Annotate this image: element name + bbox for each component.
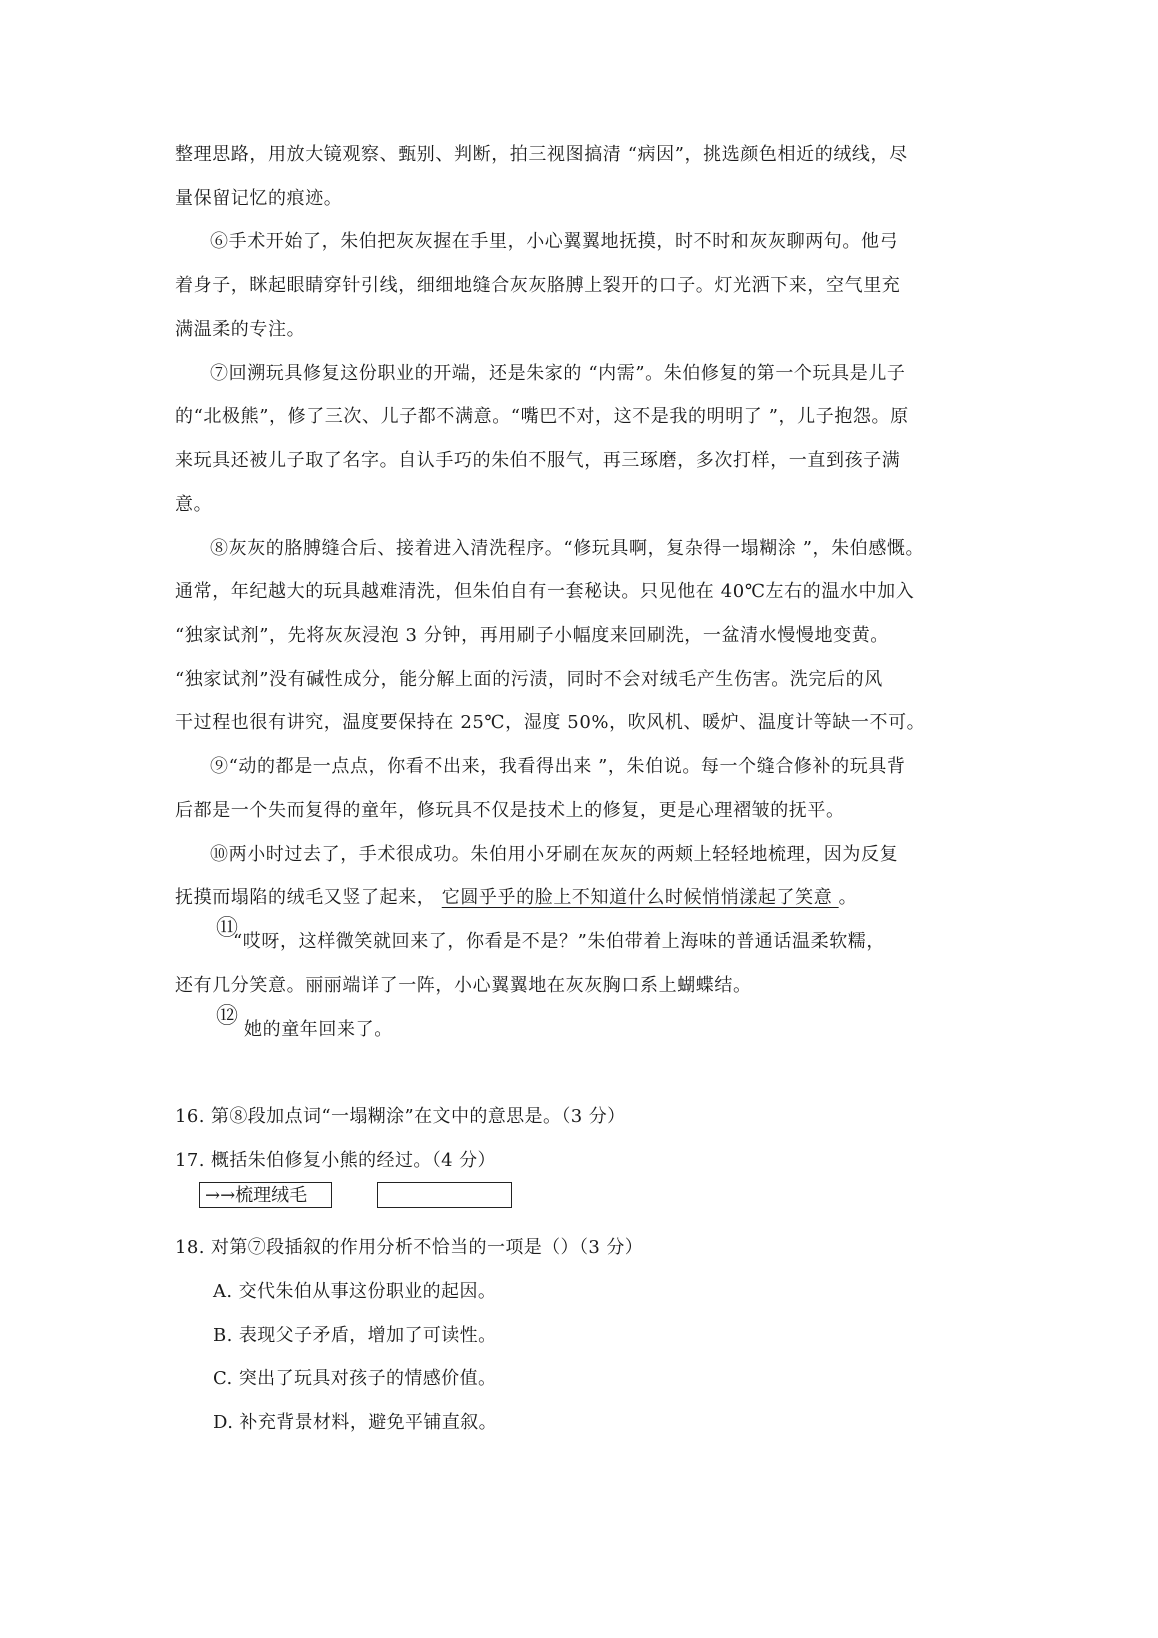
- paragraph-10-period: 。: [838, 887, 858, 908]
- paragraph-5-line: 量保留记忆的痕迹。: [175, 188, 343, 209]
- paragraph-9-line: 后都是一个失而复得的童年，修玩具不仅是技术上的修复，更是心理褶皱的抚平。: [175, 800, 845, 821]
- paragraph-11-line: 还有几分笑意。丽丽端详了一阵，小心翼翼地在灰灰胸口系上蝴蝶结。: [175, 975, 752, 996]
- option-b[interactable]: B. 表现父子矛盾，增加了可读性。: [213, 1325, 497, 1346]
- answer-box-1-text: →→梳理绒毛: [205, 1185, 308, 1206]
- paragraph-10-line: [175, 886, 857, 910]
- option-a[interactable]: A. 交代朱伯从事这份职业的起因。: [213, 1281, 497, 1302]
- paragraph-8-line: “独家试剂”没有碱性成分，能分解上面的污渍，同时不会对绒毛产生伤害。洗完后的风: [175, 669, 883, 690]
- paragraph-11-line: “哎呀，这样微笑就回来了，你看是不是？”朱伯带着上海味的普通话温柔软糯，: [233, 931, 886, 952]
- paragraph-6-line: 满温柔的专注。: [175, 319, 306, 340]
- question-16: 16. 第⑧段加点词“一塌糊涂”在文中的意思是。（3 分）: [175, 1106, 626, 1127]
- option-c[interactable]: C. 突出了玩具对孩子的情感价值。: [213, 1368, 497, 1389]
- paragraph-7-line: 的“北极熊”，修了三次、儿子都不满意。“嘴巴不对，这不是我的明明了 ”，儿子抱怨。原: [175, 406, 909, 427]
- paragraph-7-line: 来玩具还被儿子取了名字。自认手巧的朱伯不服气，再三琢磨，多次打样，一直到孩子满: [175, 450, 901, 471]
- question-18: 18. 对第⑦段插叙的作用分析不恰当的一项是（）（3 分）: [175, 1237, 644, 1258]
- paragraph-7-line: 意。: [175, 494, 213, 515]
- paragraph-11-number: ⑪: [216, 916, 239, 941]
- paragraph-5-line: 整理思路，用放大镜观察、甄别、判断，拍三视图搞清 “病因”，挑选颜色相近的绒线，尽: [175, 144, 908, 165]
- paragraph-8-line: “独家试剂”，先将灰灰浸泡 3 分钟，再用刷子小幅度来回刷洗，一盆清水慢慢地变黄。: [175, 625, 889, 646]
- underlined-sentence: 它圆乎乎的脸上不知道什么时候悄悄漾起了笑意: [441, 887, 839, 908]
- answer-box-2[interactable]: [377, 1182, 512, 1208]
- question-17: 17. 概括朱伯修复小熊的经过。（4 分）: [175, 1150, 496, 1171]
- paragraph-10-line: ⑩两小时过去了，手术很成功。朱伯用小牙刷在灰灰的两颊上轻轻地梳理，因为反复: [210, 844, 899, 865]
- paragraph-12-number: ⑫: [216, 1004, 239, 1029]
- paragraph-7-line: ⑦回溯玩具修复这份职业的开端，还是朱家的 “内需”。朱伯修复的第一个玩具是儿子: [210, 363, 906, 384]
- paragraph-12-line: 她的童年回来了。: [244, 1019, 393, 1040]
- paragraph-9-line: ⑨“动的都是一点点，你看不出来，我看得出来 ”，朱伯说。每一个缝合修补的玩具背: [210, 756, 906, 777]
- paragraph-6-line: ⑥手术开始了，朱伯把灰灰握在手里，小心翼翼地抚摸，时不时和灰灰聊两句。他弓: [210, 231, 899, 252]
- paragraph-8-line: 通常，年纪越大的玩具越难清洗，但朱伯自有一套秘诀。只见他在 40℃左右的温水中加入: [175, 581, 915, 602]
- paragraph-8-line: ⑧灰灰的胳膊缝合后、接着进入清洗程序。“修玩具啊，复杂得一塌糊涂 ”，朱伯感慨。: [210, 538, 925, 559]
- option-d[interactable]: D. 补充背景材料，避免平铺直叙。: [213, 1412, 498, 1433]
- paragraph-8-line: 干过程也很有讲究，温度要保持在 25℃，湿度 50%，吹风机、暖炉、温度计等缺一不可。: [175, 712, 926, 733]
- paragraph-6-line: 着身子，眯起眼睛穿针引线，细细地缝合灰灰胳膊上裂开的口子。灯光洒下来，空气里充: [175, 275, 901, 296]
- paragraph-10-text: 抚摸而塌陷的绒毛又竖了起来，: [175, 887, 436, 908]
